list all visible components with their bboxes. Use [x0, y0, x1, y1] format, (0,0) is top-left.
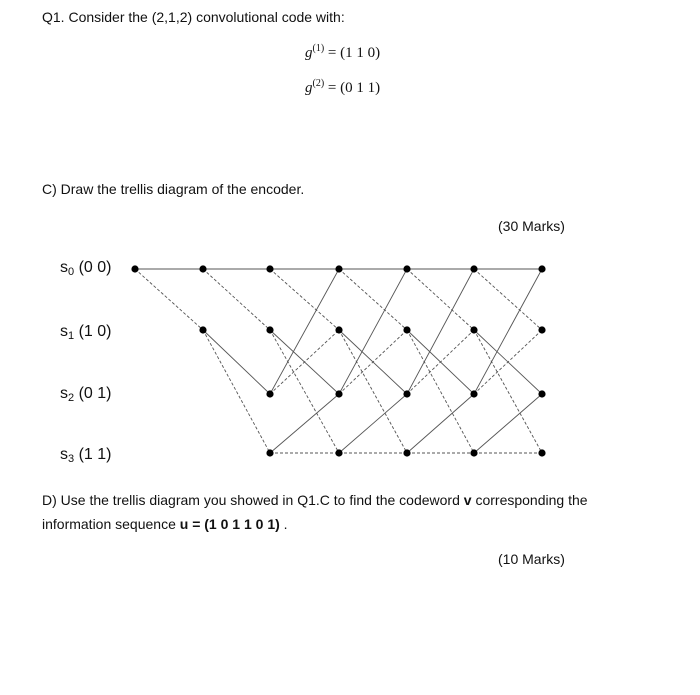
branch-input-0 [270, 269, 339, 394]
trellis-node [199, 265, 206, 272]
trellis-node [335, 265, 342, 272]
trellis-node [403, 390, 410, 397]
g2-value: = (0 1 1) [327, 80, 381, 96]
g2-superscript: (2) [312, 78, 325, 89]
branch-input-0 [203, 330, 270, 394]
branch-input-0 [407, 269, 474, 394]
branch-input-0 [474, 269, 542, 394]
trellis-node [266, 390, 273, 397]
branch-input-0 [339, 269, 407, 394]
trellis-node [335, 449, 342, 456]
branch-input-1 [203, 330, 270, 453]
trellis-node [266, 449, 273, 456]
trellis-node [335, 390, 342, 397]
branch-input-0 [339, 394, 407, 453]
branch-input-1 [474, 330, 542, 453]
branch-input-1 [270, 269, 339, 330]
part-c-marks: (30 Marks) [498, 218, 565, 234]
part-c-prompt: C) Draw the trellis diagram of the encoder. [42, 181, 305, 197]
trellis-node [470, 326, 477, 333]
trellis-node [538, 449, 545, 456]
branch-input-1 [339, 269, 407, 330]
trellis-node [199, 326, 206, 333]
branch-input-1 [135, 269, 203, 330]
state-label-s2: $s_2$ (0 1) [60, 385, 112, 404]
state-label-s1: $s_1$ (1 0) [60, 323, 112, 342]
trellis-node [470, 265, 477, 272]
trellis-node [266, 265, 273, 272]
trellis-node [470, 449, 477, 456]
g1-symbol: g [305, 45, 313, 61]
branch-input-0 [407, 394, 474, 453]
information-sequence: u = (1 0 1 1 0 1) [179, 516, 280, 532]
trellis-node [335, 326, 342, 333]
branch-input-1 [474, 269, 542, 330]
state-label-s3: $s_3$ (1 1) [60, 446, 112, 465]
branch-input-0 [270, 394, 339, 453]
trellis-node [403, 449, 410, 456]
part-d-line-2: information sequence u = (1 0 1 1 0 1) . [42, 516, 288, 532]
g1-superscript: (1) [312, 43, 325, 54]
branch-input-1 [407, 330, 474, 453]
question-title: Q1. Consider the (2,1,2) convolutional code with: [42, 9, 345, 25]
trellis-node [403, 326, 410, 333]
g2-symbol: g [305, 80, 313, 96]
branch-input-0 [474, 394, 542, 453]
codeword-symbol: v [463, 492, 472, 508]
part-d-marks: (10 Marks) [498, 551, 565, 567]
trellis-node [403, 265, 410, 272]
trellis-node [538, 265, 545, 272]
branch-input-1 [339, 330, 407, 453]
branch-input-1 [270, 330, 339, 453]
trellis-node [266, 326, 273, 333]
trellis-node [538, 326, 545, 333]
state-label-s0: $s_0$ (0 0) [60, 259, 112, 278]
trellis-node [538, 390, 545, 397]
trellis-node [131, 265, 138, 272]
branch-input-1 [407, 269, 474, 330]
branch-input-1 [203, 269, 270, 330]
g1-value: = (1 1 0) [327, 45, 381, 61]
part-d-line-1: D) Use the trellis diagram you showed in Q1.C to find the codeword v corresponding the [42, 492, 588, 508]
trellis-node [470, 390, 477, 397]
